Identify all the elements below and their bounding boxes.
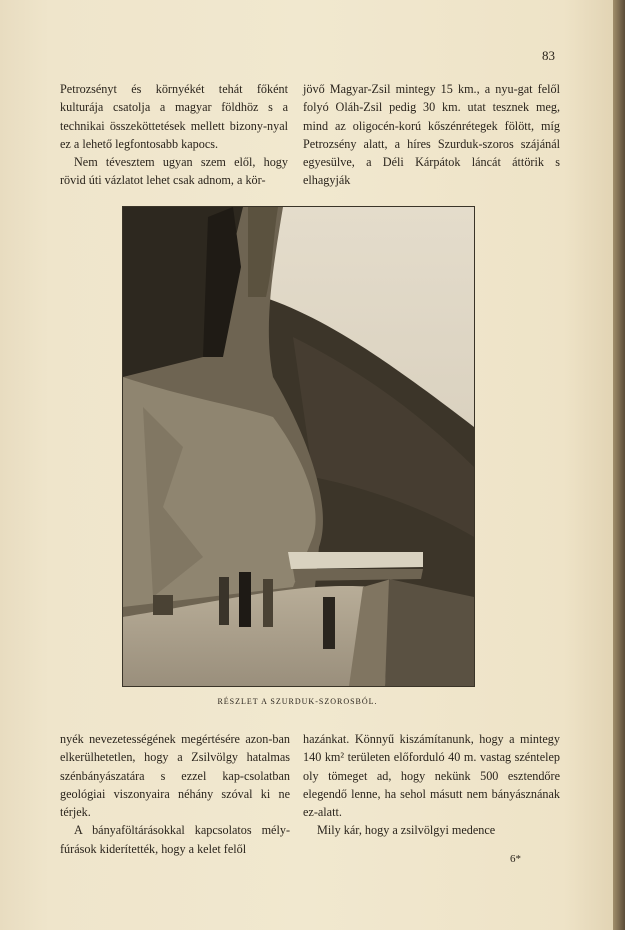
paragraph: hazánkat. Könnyű kiszámítanunk, hogy a mintegy 140 km² területen előforduló 40 m. vastag széntelep oly tömeget ad, hogy nekünk 500 esztendőre elegendő lenne, ha sehol másutt nem bányásznának ez-alatt. [303, 732, 560, 820]
photo-caption: RÉSZLET A SZURDUK-SZOROSBÓL. [217, 697, 378, 706]
paragraph: nyék nevezetességének megértésére azon-ban elkerülhetetlen, hogy a Zsilvölgy hatalmas szénbányászatára s ezzel kap-csolatban geológiai viszonyaira néhány szóval ki ne térjek. [60, 732, 290, 820]
text-column-top-left [60, 80, 288, 190]
paragraph: jövő Magyar-Zsil mintegy 15 km., a nyu-gat felől folyó Oláh-Zsil pedig 30 km. utat tesznek meg, mind az oligocén-korú kőszénrétegek fölött, míg Petrozsény alatt, a híres Szurduk-szoros szájánál egyesülve, a Déli Kárpátok láncát áttörik s elhagyják [303, 82, 560, 188]
signature-mark: 6* [510, 853, 521, 865]
gorge-photograph [122, 206, 475, 687]
text-column-bottom-right [303, 730, 560, 840]
paragraph: Nem tévesztem ugyan szem elől, hogy rövid úti vázlatot lehet csak adnom, a kör- [60, 155, 288, 188]
paragraph: Petrozsényt és környékét tehát főként kulturája csatolja a magyar földhöz s a technikai összeköttetések mellett bizony-nyal ez a lehető legfontosabb kapocs. [60, 82, 288, 151]
book-edge [613, 0, 625, 930]
paragraph: A bányaföltárásokkal kapcsolatos mély-fúrások kiderítették, hogy a kelet felől [60, 823, 290, 856]
page-number: 83 [542, 48, 555, 63]
text-column-bottom-left [60, 730, 290, 858]
text-column-top-right [303, 80, 560, 190]
paragraph: Mily kár, hogy a zsilvölgyi medence [317, 823, 496, 838]
